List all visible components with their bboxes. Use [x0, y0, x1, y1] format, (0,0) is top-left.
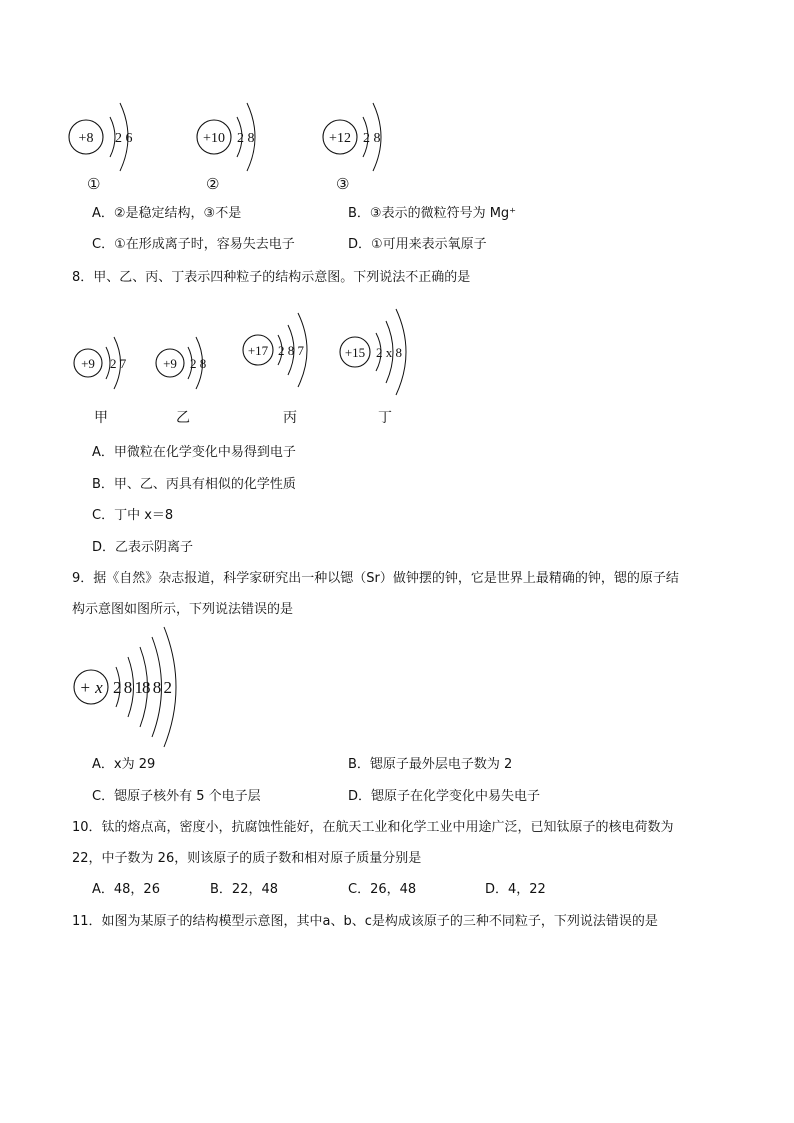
nucleus-charge: +9	[163, 356, 177, 371]
q10-stem-line1: 10．钛的熔点高，密度小，抗腐蚀性能好，在航天工业和化学工业中用途广泛，已知钛原子的核电荷数为	[72, 820, 674, 835]
atom-diagram-sr	[72, 623, 202, 753]
q9-option-a[interactable]: A．x为 29	[92, 757, 156, 772]
q9-stem-line2: 构示意图如图所示，下列说法错误的是	[72, 602, 294, 617]
atom-diagram-1	[66, 95, 156, 185]
diagram-label-bing: 丙	[283, 410, 297, 426]
electron-config: 2 7	[110, 356, 127, 371]
electron-config: 2 x 8	[376, 345, 402, 360]
diagram-label-ding: 丁	[378, 410, 392, 426]
q7-option-c[interactable]: C．①在形成离子时，容易失去电子	[92, 237, 295, 252]
electron-config: 2 8 7	[278, 343, 304, 358]
electron-config: 2 6	[115, 131, 133, 146]
q9-option-c[interactable]: C．锶原子核外有 5 个电子层	[92, 789, 261, 804]
q10-option-c[interactable]: C．26，48	[348, 882, 417, 897]
electron-config: 2 8 18 8 2	[113, 678, 171, 697]
electron-config: 2 8	[190, 356, 207, 371]
atom-diagram-3	[318, 95, 408, 185]
q11-stem: 11．如图为某原子的结构模型示意图，其中a、b、c是构成该原子的三种不同粒子，下列说法错误的是	[72, 914, 658, 929]
atom-diagram-bing	[240, 305, 330, 395]
diagram-label-2: ②	[206, 175, 220, 193]
nucleus-charge: +10	[203, 131, 225, 146]
nucleus-charge: +8	[78, 131, 94, 146]
q9-stem-line1: 9．据《自然》杂志报道，科学家研究出一种以锶（Sr）做钟摆的钟，它是世界上最精确的钟，锶的原子结	[72, 571, 679, 586]
q9-option-d[interactable]: D．锶原子在化学变化中易失电子	[348, 789, 541, 804]
diagram-label-jia: 甲	[94, 410, 108, 426]
q7-option-d[interactable]: D．①可用来表示氧原子	[348, 237, 487, 252]
electron-config: 2 8	[237, 131, 255, 146]
nucleus-charge: +15	[344, 345, 366, 360]
q8-option-c[interactable]: C．丁中 x＝8	[92, 508, 174, 523]
nucleus-charge: + x	[79, 678, 103, 697]
q8-option-b[interactable]: B．甲、乙、丙具有相似的化学性质	[92, 477, 296, 492]
electron-config: 2 8	[363, 131, 381, 146]
diagram-label-yi: 乙	[176, 410, 190, 426]
diagram-label-1: ①	[87, 175, 101, 193]
q8-option-d[interactable]: D．乙表示阴离子	[92, 540, 194, 555]
q8-option-a[interactable]: A．甲微粒在化学变化中易得到电子	[92, 445, 296, 460]
q7-option-b[interactable]: B．③表示的微粒符号为 Mg⁺	[348, 206, 517, 221]
q7-option-a[interactable]: A．②是稳定结构，③不是	[92, 206, 242, 221]
atom-diagram-ding	[336, 305, 426, 405]
q8-stem: 8．甲、乙、丙、丁表示四种粒子的结构示意图。下列说法不正确的是	[72, 270, 471, 285]
nucleus-charge: +9	[81, 356, 95, 371]
atom-diagram-yi	[152, 325, 222, 405]
q10-option-a[interactable]: A．48，26	[92, 882, 160, 897]
atom-diagram-jia	[72, 325, 142, 405]
atom-diagram-2	[192, 95, 282, 185]
diagram-label-3: ③	[336, 175, 350, 193]
q10-option-b[interactable]: B．22，48	[210, 882, 279, 897]
q10-option-d[interactable]: D．4，22	[485, 882, 546, 897]
nucleus-charge: +17	[247, 343, 269, 358]
q9-option-b[interactable]: B．锶原子最外层电子数为 2	[348, 757, 513, 772]
q10-stem-line2: 22，中子数为 26，则该原子的质子数和相对原子质量分别是	[72, 851, 422, 866]
nucleus-charge: +12	[329, 131, 351, 146]
